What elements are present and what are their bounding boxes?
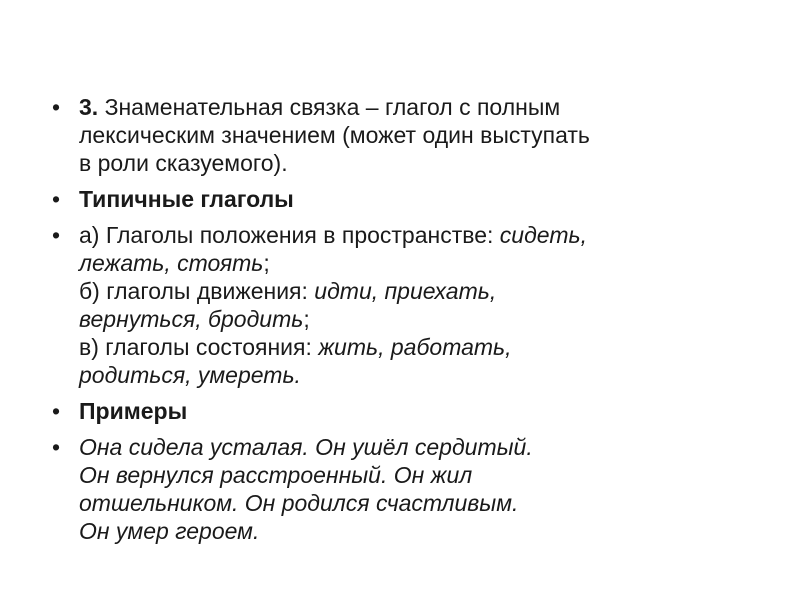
group-b-label: б) глаголы движения:: [79, 278, 315, 304]
definition-line-3: в роли сказуемого).: [79, 150, 288, 176]
example-line-3: отшельником. Он родился счастливым.: [79, 490, 519, 516]
group-c-words-1: жить, работать,: [318, 334, 512, 360]
bullet-list: [52, 93, 752, 553]
group-b-end: ;: [303, 306, 310, 332]
definition-line-1: [79, 93, 752, 121]
bullet-dot: •: [52, 398, 61, 424]
bullet-dot: •: [52, 94, 61, 120]
definition-text-1: Знаменательная связка – глагол с полным: [98, 94, 561, 120]
list-item-examples: [52, 433, 752, 545]
group-a-line-1: [79, 221, 752, 249]
group-a-line-2: [79, 249, 752, 277]
list-item-typical-verbs-heading: [52, 185, 752, 213]
example-line-4: Он умер героем.: [79, 518, 260, 544]
item-number: 3.: [79, 94, 99, 120]
group-a-words-2: лежать, стоять: [79, 250, 264, 276]
group-b-words-1: идти, приехать,: [314, 278, 497, 304]
group-a-words-1: сидеть,: [499, 222, 587, 248]
example-line-1: Она сидела усталая. Он ушёл сердитый.: [79, 434, 533, 460]
bullet-dot: •: [52, 434, 61, 460]
list-item-verb-groups: [52, 221, 752, 389]
group-a-label: а) Глаголы положения в пространстве:: [79, 222, 500, 248]
list-item-definition: [52, 93, 752, 177]
list-item-examples-heading: [52, 397, 752, 425]
typical-verbs-heading: Типичные глаголы: [79, 186, 294, 212]
bullet-dot: •: [52, 186, 61, 212]
bullet-dot: •: [52, 222, 61, 248]
group-b-words-2: вернуться, бродить: [79, 306, 304, 332]
example-line-2: Он вернулся расстроенный. Он жил: [79, 462, 473, 488]
examples-heading: Примеры: [79, 398, 188, 424]
group-b-line-2: [79, 305, 752, 333]
group-c-line-2: [79, 361, 752, 389]
group-c-label: в) глаголы состояния:: [79, 334, 319, 360]
group-b-line-1: [79, 277, 752, 305]
group-c-line-1: [79, 333, 752, 361]
group-c-words-2: родиться, умереть.: [79, 362, 301, 388]
definition-line-2: лексическим значением (может один выступать: [79, 122, 590, 148]
group-a-end: ;: [263, 250, 270, 276]
